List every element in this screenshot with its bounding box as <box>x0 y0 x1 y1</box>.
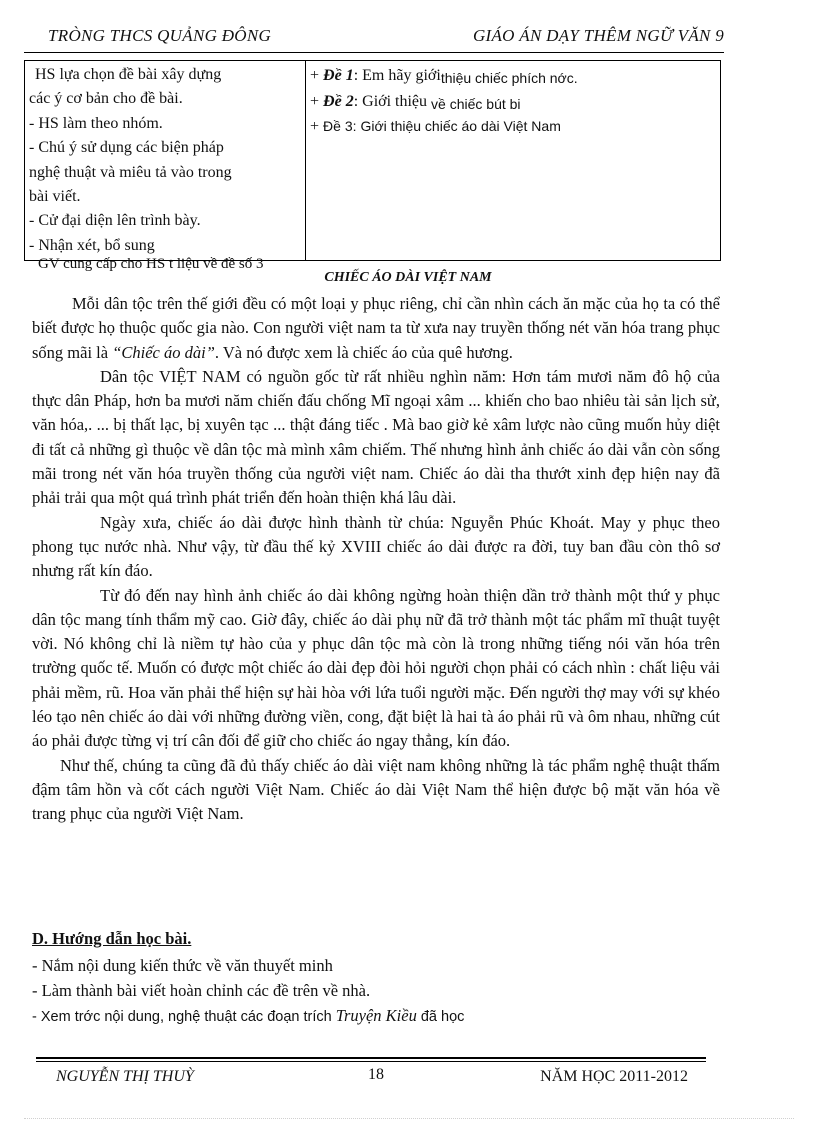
footer-rule-thin <box>36 1061 706 1062</box>
activity-line: - Nhận xét, bổ sung <box>29 236 155 254</box>
reading-body <box>32 292 720 827</box>
topic-label: Đề 3: <box>323 118 357 134</box>
topic-3: + Đề 3: Giới thiệu chiếc áo dài Việt Nam <box>310 118 561 135</box>
topic-marker: + <box>310 118 320 135</box>
list-item: - Xem trớc nội dung, nghệ thuật các đoạn trích Truyện Kiều đã học <box>32 1006 465 1025</box>
topic-label: Đề 2 <box>323 92 354 110</box>
paragraph-4: Từ đó đến nay hình ảnh chiếc áo dài không ngừng hoàn thiện dần trở thành một thứ y phục dân tộc mang tính thẩm mỹ cao. Giờ đây, chiếc áo dài phụ nữ đã trở thành một tác phẩm mĩ thuật tuyệt vời. Nó không chỉ là niềm tự hào của y phục dân tộc mà còn là trong những tiếng nói văn hóa trên trường quốc tế. Muốn có được một chiếc áo dài đẹp đòi hỏi người chọn phải có cách nhìn : chất liệu vải phải mềm, rũ. Hoa văn phải thể hiện sự hài hòa với lứa tuổi người mặc. Đến người thợ may với sự khéo léo tạo nên chiếc áo dài với những đường viền, cong, đặt biệt là hai tà áo phải rũ và ôm nhau, những cút áo phải được từng vị trí cân đối để giữ cho chiếc áo ngay thẳng, kín đáo. <box>32 585 720 751</box>
paragraph-5: Như thế, chúng ta cũng đã đủ thấy chiếc áo dài việt nam không những là tác phẩm nghệ thuật thấm đậm tâm hồn và cốt cách người Việt Nam. Chiếc áo dài Việt Nam thể hiện được bộ mặt văn hóa về trang phục của người Việt Nam. <box>32 755 720 824</box>
author-name: NGUYỄN THỊ THUỲ <box>56 1068 194 1085</box>
activity-line: - Cử đại diện lên trình bày. <box>29 212 201 230</box>
paragraph-2: Dân tộc VIỆT NAM có nguồn gốc từ rất nhiều nghìn năm: Hơn tám mươi năm đô hộ của thực dân Pháp, hơn ba mươi năm chiến đấu chống Mĩ ngoại xâm ... khiến cho bao nhiêu tài sản lịch sử, văn hóa,. ... bị thất lạc, bị xuyên tạc ... thật đáng tiếc . Mà bao giờ kẻ xâm lược nào cũng muốn hủy diệt đi tất cả những gì thuộc về dân tộc mà mình xâm chiếm. Thế nhưng hình ảnh chiếc áo dài vẫn còn sống mãi trong nét văn hóa truyền thống của người việt nam. Chiếc áo dài tha thướt xinh đẹp hiện nay đã phải trải qua một quá trình phát triển đến hoàn thiện khá lâu dài. <box>32 366 720 508</box>
footer-rule <box>36 1057 706 1059</box>
topics-cell <box>306 61 721 261</box>
activity-line: - HS làm theo nhóm. <box>29 114 163 132</box>
activity-line: - Chú ý sử dụng các biện pháp <box>29 139 224 157</box>
paragraph-1: Mỗi dân tộc trên thế giới đều có một loại y phục riêng, chỉ cần nhìn cách ăn mặc của họ ta có thể biết được họ thuộc quốc gia nào. Con người việt nam ta từ xưa nay truyền thống nét văn hóa trang phục sống mãi là “Chiếc áo dài”. Và nó được xem là chiếc áo của quê hương. <box>32 294 720 362</box>
activity-line: các ý cơ bản cho đề bài. <box>29 90 183 108</box>
activity-line: nghệ thuật và miêu tả vào trong <box>29 163 232 181</box>
homework-list <box>32 953 464 1030</box>
topic-marker: + <box>310 92 320 110</box>
student-activity-cell <box>25 61 306 261</box>
activity-table <box>24 60 721 261</box>
header-rule <box>24 52 724 53</box>
lesson-plan-title: GIÁO ÁN DẠY THÊM NGỮ VĂN 9 <box>472 26 724 45</box>
topic-2: + Đề 2: Giới thiệu về chiếc bút bi <box>310 92 521 112</box>
page-number: 18 <box>368 1066 384 1083</box>
page-footer <box>56 1068 688 1092</box>
section-heading: D. Hướng dẫn học bài. <box>32 929 192 948</box>
topic-marker: + <box>310 67 320 84</box>
paragraph-3: Ngày xưa, chiếc áo dài được hình thành từ chúa: Nguyễn Phúc Khoát. May y phục theo phong tục nước nhà. Như vậy, từ đầu thế kỷ XVIII chiếc áo dài được ra đời, tuy ban đầu còn thô sơ nhưng rất kín đáo. <box>32 512 720 581</box>
reading-title: CHIẾC ÁO DÀI VIỆT NAM <box>324 270 492 285</box>
activity-line: bài viết. <box>29 188 81 206</box>
page-edge <box>24 1118 794 1119</box>
school-year: NĂM HỌC 2011-2012 <box>540 1068 688 1085</box>
list-item: - Nắm nội dung kiến thức về văn thuyết minh <box>32 956 333 975</box>
list-item: - Làm thành bài viết hoàn chỉnh các đề trên về nhà. <box>32 981 371 1000</box>
school-name: TRÒNG THCS QUẢNG ĐÔNG <box>48 26 272 45</box>
topic-label: Đề 1 <box>323 67 354 84</box>
teacher-note: GV cung cấp cho HS t liệu về đề số 3 <box>38 256 264 272</box>
topic-1: + Đề 1: Em hãy giớithiệu chiếc phích nớc. <box>310 67 578 86</box>
page-header <box>48 26 724 50</box>
activity-line: HS lựa chọn đề bài xây dựng <box>35 66 222 83</box>
